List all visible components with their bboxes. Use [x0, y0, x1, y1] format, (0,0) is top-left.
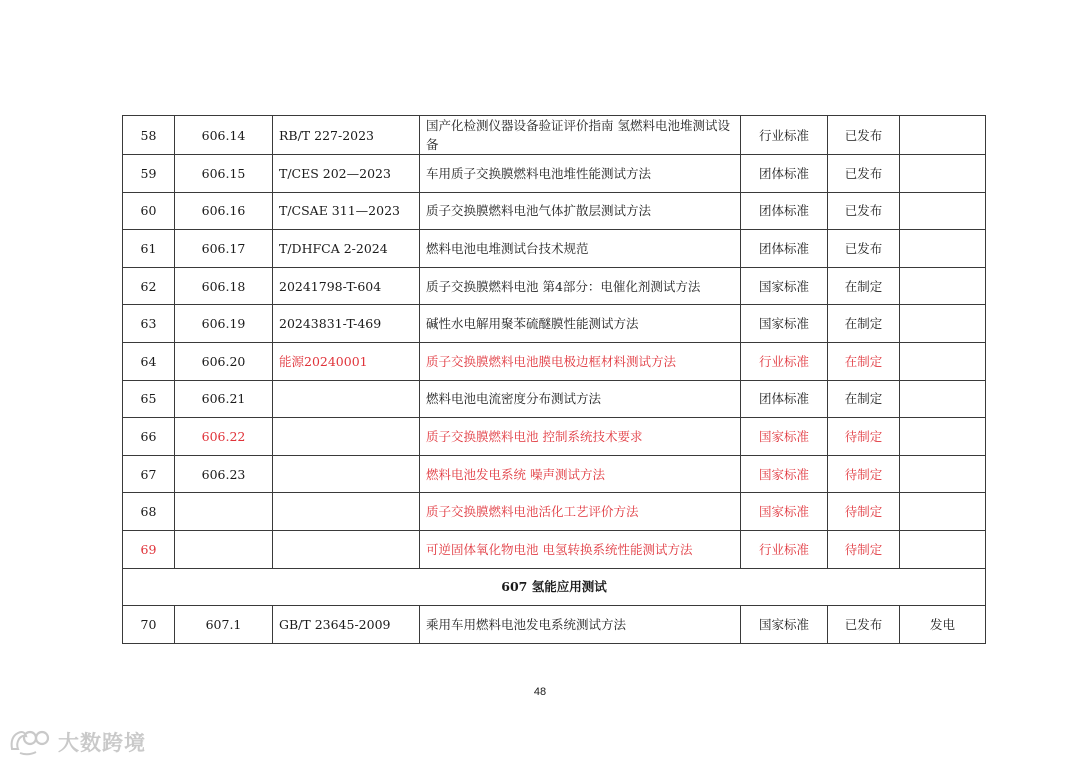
standards-table [122, 115, 986, 644]
cell-status: 在制定 [828, 380, 900, 418]
cell-std: GB/T 23645-2009 [273, 606, 420, 644]
cell-note [900, 116, 986, 155]
cell-name: 国产化检测仪器设备验证评价指南 氢燃料电池堆测试设备 [420, 116, 741, 155]
cell-status: 待制定 [828, 455, 900, 493]
cell-std [273, 493, 420, 531]
cell-type: 国家标准 [741, 305, 828, 343]
cell-name: 燃料电池电流密度分布测试方法 [420, 380, 741, 418]
cell-name: 质子交换膜燃料电池 第4部分：电催化剂测试方法 [420, 267, 741, 305]
cell-name: 燃料电池发电系统 噪声测试方法 [420, 455, 741, 493]
cell-no: 60 [123, 192, 175, 230]
cell-type: 团体标准 [741, 155, 828, 193]
cell-code: 606.21 [175, 380, 273, 418]
cell-no: 65 [123, 380, 175, 418]
cell-status: 在制定 [828, 305, 900, 343]
cell-code [175, 530, 273, 568]
table-row [123, 493, 986, 531]
cell-name: 质子交换膜燃料电池膜电极边框材料测试方法 [420, 342, 741, 380]
table-row [123, 380, 986, 418]
cell-note [900, 267, 986, 305]
cell-std [273, 418, 420, 456]
table-row [123, 606, 986, 644]
cell-status: 在制定 [828, 267, 900, 305]
cell-status: 已发布 [828, 155, 900, 193]
cell-type: 团体标准 [741, 380, 828, 418]
cell-status: 待制定 [828, 530, 900, 568]
table-row [123, 530, 986, 568]
cell-code: 606.20 [175, 342, 273, 380]
cell-status: 已发布 [828, 606, 900, 644]
cell-name: 碱性水电解用聚苯硫醚膜性能测试方法 [420, 305, 741, 343]
cell-no: 58 [123, 116, 175, 155]
cell-code: 606.14 [175, 116, 273, 155]
cell-no: 69 [123, 530, 175, 568]
cell-no: 59 [123, 155, 175, 193]
table-row [123, 155, 986, 193]
cell-note [900, 455, 986, 493]
cell-std: T/DHFCA 2-2024 [273, 230, 420, 268]
cell-status: 已发布 [828, 230, 900, 268]
cell-type: 团体标准 [741, 230, 828, 268]
cell-type: 国家标准 [741, 493, 828, 531]
cell-note [900, 342, 986, 380]
cell-std: T/CSAE 311—2023 [273, 192, 420, 230]
cell-code: 607.1 [175, 606, 273, 644]
cell-no: 63 [123, 305, 175, 343]
cell-no: 64 [123, 342, 175, 380]
cell-code [175, 493, 273, 531]
cell-no: 67 [123, 455, 175, 493]
cell-code: 606.18 [175, 267, 273, 305]
page-number: 48 [533, 686, 547, 698]
section-row [123, 568, 986, 606]
table-row [123, 267, 986, 305]
cell-note [900, 530, 986, 568]
cell-std [273, 530, 420, 568]
cell-type: 行业标准 [741, 342, 828, 380]
cell-code: 606.15 [175, 155, 273, 193]
cell-type: 国家标准 [741, 455, 828, 493]
cell-status: 已发布 [828, 192, 900, 230]
cell-type: 团体标准 [741, 192, 828, 230]
cell-type: 国家标准 [741, 267, 828, 305]
cell-code: 606.23 [175, 455, 273, 493]
watermark-text: 大数跨境 [58, 732, 146, 755]
cell-no: 70 [123, 606, 175, 644]
cell-note: 发电 [900, 606, 986, 644]
cell-no: 68 [123, 493, 175, 531]
cell-status: 已发布 [828, 116, 900, 155]
cell-status: 待制定 [828, 418, 900, 456]
cell-name: 质子交换膜燃料电池 控制系统技术要求 [420, 418, 741, 456]
cell-std [273, 455, 420, 493]
cell-note [900, 192, 986, 230]
table-row [123, 305, 986, 343]
cell-note [900, 418, 986, 456]
cell-type: 行业标准 [741, 530, 828, 568]
cell-code: 606.22 [175, 418, 273, 456]
cell-name: 质子交换膜燃料电池活化工艺评价方法 [420, 493, 741, 531]
cell-no: 62 [123, 267, 175, 305]
cell-name: 燃料电池电堆测试台技术规范 [420, 230, 741, 268]
cell-code: 606.16 [175, 192, 273, 230]
section-title: 607 氢能应用测试 [123, 568, 986, 606]
cell-note [900, 380, 986, 418]
table-row [123, 342, 986, 380]
table-row [123, 230, 986, 268]
cell-name: 乘用车用燃料电池发电系统测试方法 [420, 606, 741, 644]
table-row [123, 116, 986, 155]
cell-std: 20241798-T-604 [273, 267, 420, 305]
cell-std: T/CES 202—2023 [273, 155, 420, 193]
cell-name: 质子交换膜燃料电池气体扩散层测试方法 [420, 192, 741, 230]
cell-status: 待制定 [828, 493, 900, 531]
cell-type: 国家标准 [741, 606, 828, 644]
cell-std [273, 380, 420, 418]
table-row [123, 192, 986, 230]
cell-std: RB/T 227-2023 [273, 116, 420, 155]
cell-name: 可逆固体氧化物电池 电氢转换系统性能测试方法 [420, 530, 741, 568]
cell-no: 61 [123, 230, 175, 268]
cell-name: 车用质子交换膜燃料电池堆性能测试方法 [420, 155, 741, 193]
watermark [8, 727, 146, 757]
cell-note [900, 305, 986, 343]
cell-std: 20243831-T-469 [273, 305, 420, 343]
chat-bubble-logo-icon [8, 727, 54, 757]
table-row [123, 455, 986, 493]
cell-no: 66 [123, 418, 175, 456]
cell-status: 在制定 [828, 342, 900, 380]
cell-note [900, 230, 986, 268]
cell-code: 606.17 [175, 230, 273, 268]
table-row [123, 418, 986, 456]
cell-note [900, 493, 986, 531]
cell-type: 行业标准 [741, 116, 828, 155]
cell-note [900, 155, 986, 193]
cell-code: 606.19 [175, 305, 273, 343]
cell-std: 能源20240001 [273, 342, 420, 380]
cell-type: 国家标准 [741, 418, 828, 456]
